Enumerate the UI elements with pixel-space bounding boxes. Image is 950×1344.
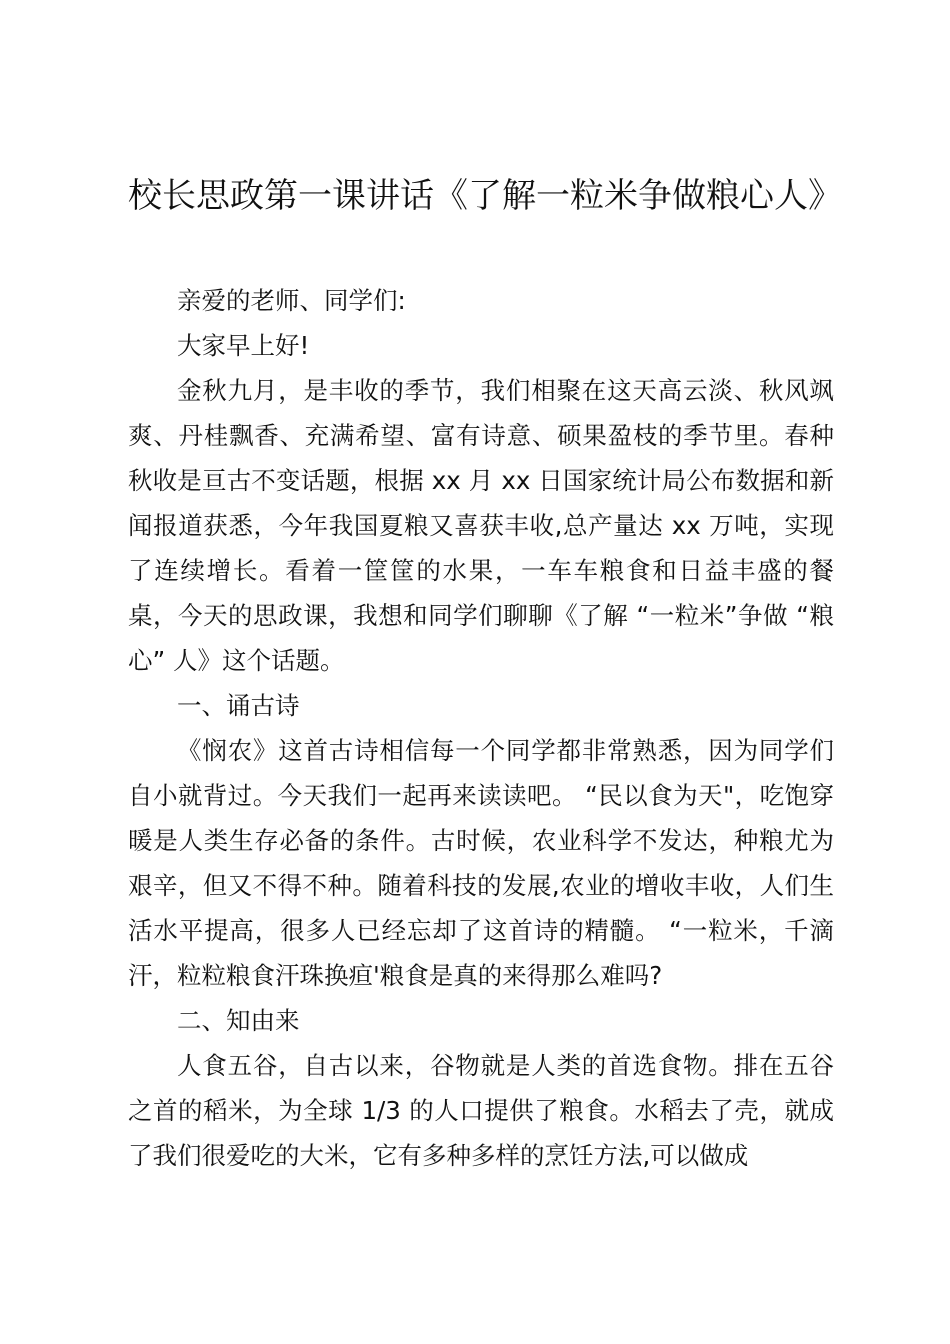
section-heading-1: 一、诵古诗 <box>177 691 300 720</box>
paragraph-intro: 金秋九月，是丰收的季节，我们相聚在这天高云淡、秋风飒爽、丹桂飘香、充满希望、富有诗意、硕果盈枝的季节里。春种秋收是亘古不变话题，根据 xx 月 xx 日国家统计局公布数据和新闻报道获悉，今年我国夏粮又喜获丰收,总产量达 xx 万吨，实现了连续增长。看着一筐筐的水果，一车车粮食和日益丰盛的餐桌，今天的思政课，我想和同学们聊聊《了解 “一粒米”争做 “粮心” 人》这个话题。 <box>128 376 834 675</box>
section-heading-2: 二、知由来 <box>177 1006 300 1035</box>
document-title: 校长思政第一课讲话《了解一粒米争做粮心人》 <box>128 176 842 216</box>
paragraph-section-1: 《悯农》这首古诗相信每一个同学都非常熟悉，因为同学们自小就背过。今天我们一起再来读读吧。 “民以食为天"，吃饱穿暖是人类生存必备的条件。古时候，农业科学不发达，种粮尤为艰辛，但又不得不种。随着科技的发展,农业的增收丰收，人们生活水平提高，很多人已经忘却了这首诗的精髓。 “一粒米，千滴汗，粒粒粮食汗珠换疸'粮食是真的来得那么难吗? <box>128 736 834 990</box>
greeting: 大家早上好! <box>177 331 310 360</box>
document-body <box>128 278 834 1178</box>
salutation: 亲爱的老师、同学们: <box>177 286 406 315</box>
paragraph-section-2: 人食五谷，自古以来，谷物就是人类的首选食物。排在五谷之首的稻米，为全球 1/3 的人口提供了粮食。水稻去了壳，就成了我们很爱吃的大米，它有多种多样的烹饪方法,可以做成 <box>128 1051 834 1170</box>
